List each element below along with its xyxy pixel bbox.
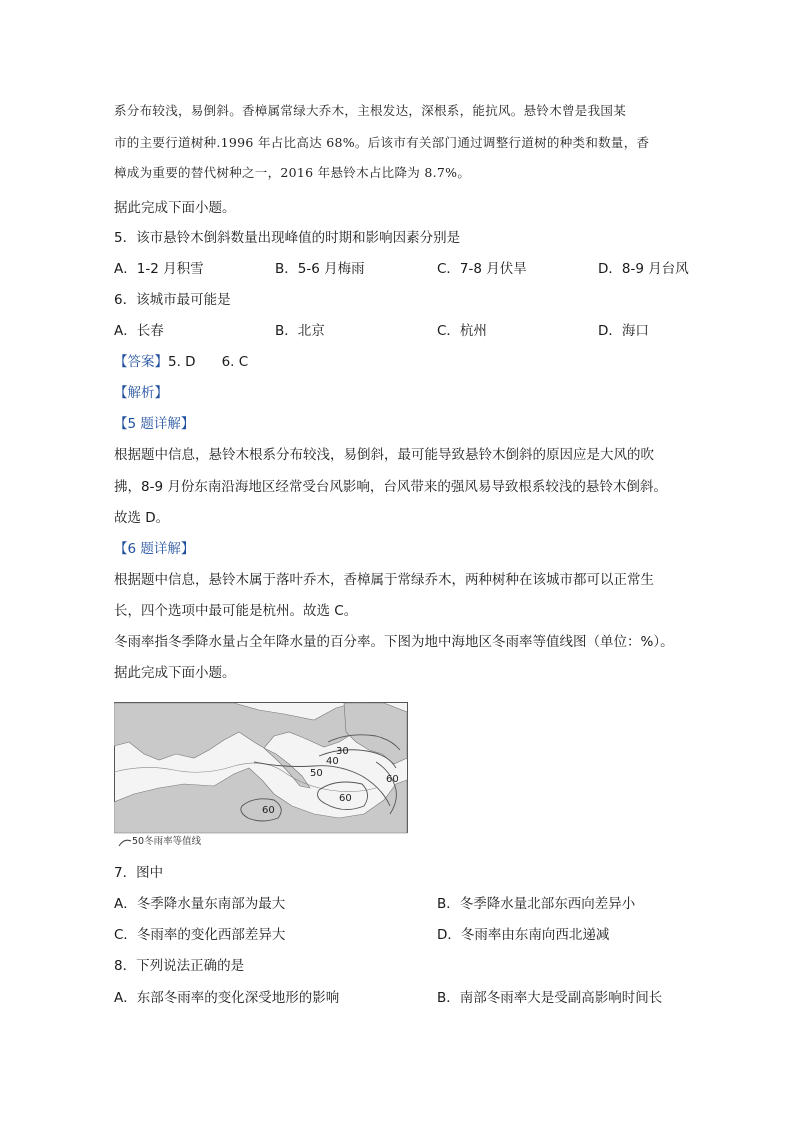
passage-line-1: 系分布较浅，易倒斜。香樟属常绿大乔木，主根发达，深根系，能抗风。悬铃木曾是我国某 [114,103,627,118]
intro-line-2: 据此完成下面小题。 [114,665,236,681]
answer-label: 【答案】 [114,354,168,370]
detail-6-line-2: 长，四个选项中最可能是杭州。故选 C。 [114,603,358,619]
answer-5: 5. D [168,354,196,370]
detail-5-line-2: 拂，8-9 月份东南沿海地区经常受台风影响，台风带来的强风易导致根系较浅的悬铃木倒斜。 [114,479,667,495]
contour-label-60-east: 60 [386,774,399,785]
question-8-stem: 8．下列说法正确的是 [114,958,245,974]
legend-text: 冬雨率等值线 [144,836,202,847]
prompt-text: 据此完成下面小题。 [114,200,236,216]
detail-5-label: 【5 题详解】 [114,416,195,432]
q6-option-d: D．海口 [598,323,649,339]
mediterranean-contour-map [114,702,408,844]
q5-option-a: A．1-2 月积雪 [114,261,204,277]
intro-line-1: 冬雨率指冬季降水量占全年降水量的百分率。下图为地中海地区冬雨率等值线图（单位：%）。 [114,634,674,650]
answer-line [114,352,248,372]
q5-option-b: B．5-6 月梅雨 [275,261,365,277]
detail-5-line-1: 根据题中信息，悬铃木根系分布较浅，易倒斜，最可能导致悬铃木倒斜的原因应是大风的吹 [114,447,654,463]
answer-6: 6. C [221,354,249,370]
q5-option-d: D．8-9 月台风 [598,261,689,277]
question-6-stem: 6．该城市最可能是 [114,292,231,308]
contour-label-50: 50 [310,768,323,779]
q8-option-a: A．东部冬雨率的变化深受地形的影响 [114,990,340,1006]
contour-label-60-center: 60 [339,793,352,804]
detail-6-line-1: 根据题中信息，悬铃木属于落叶乔木，香樟属于常绿乔木，两种树种在该城市都可以正常生 [114,572,654,588]
question-7-stem: 7．图中 [114,865,164,881]
q6-option-b: B．北京 [275,323,325,339]
contour-line-icon [118,837,132,847]
q7-option-a: A．冬季降水量东南部为最大 [114,896,286,912]
q8-option-b: B．南部冬雨率大是受副高影响时间长 [437,990,663,1006]
q7-option-b: B．冬季降水量北部东西向差异小 [437,896,636,912]
q6-option-a: A．长春 [114,323,164,339]
passage-line-3: 樟成为重要的替代树种之一，2016 年悬铃木占比降为 8.7%。 [114,165,471,180]
contour-label-60-south: 60 [262,805,275,816]
detail-6-label: 【6 题详解】 [114,541,195,557]
contour-label-30: 30 [336,746,349,757]
map-legend [118,833,201,847]
q7-option-c: C．冬雨率的变化西部差异大 [114,927,286,943]
legend-value: 50 [132,836,145,847]
q5-option-c: C．7-8 月伏旱 [437,261,527,277]
detail-5-line-3: 故选 D。 [114,510,170,526]
contour-label-40: 40 [326,756,339,767]
q6-option-c: C．杭州 [437,323,487,339]
passage-line-2: 市的主要行道树种.1996 年占比高达 68%。后该市有关部门通过调整行道树的种类和数量，香 [114,135,650,150]
q7-option-d: D．冬雨率由东南向西北递减 [437,927,610,943]
question-5-stem: 5．该市悬铃木倒斜数量出现峰值的时期和影响因素分别是 [114,230,461,246]
analysis-label: 【解析】 [114,385,168,401]
